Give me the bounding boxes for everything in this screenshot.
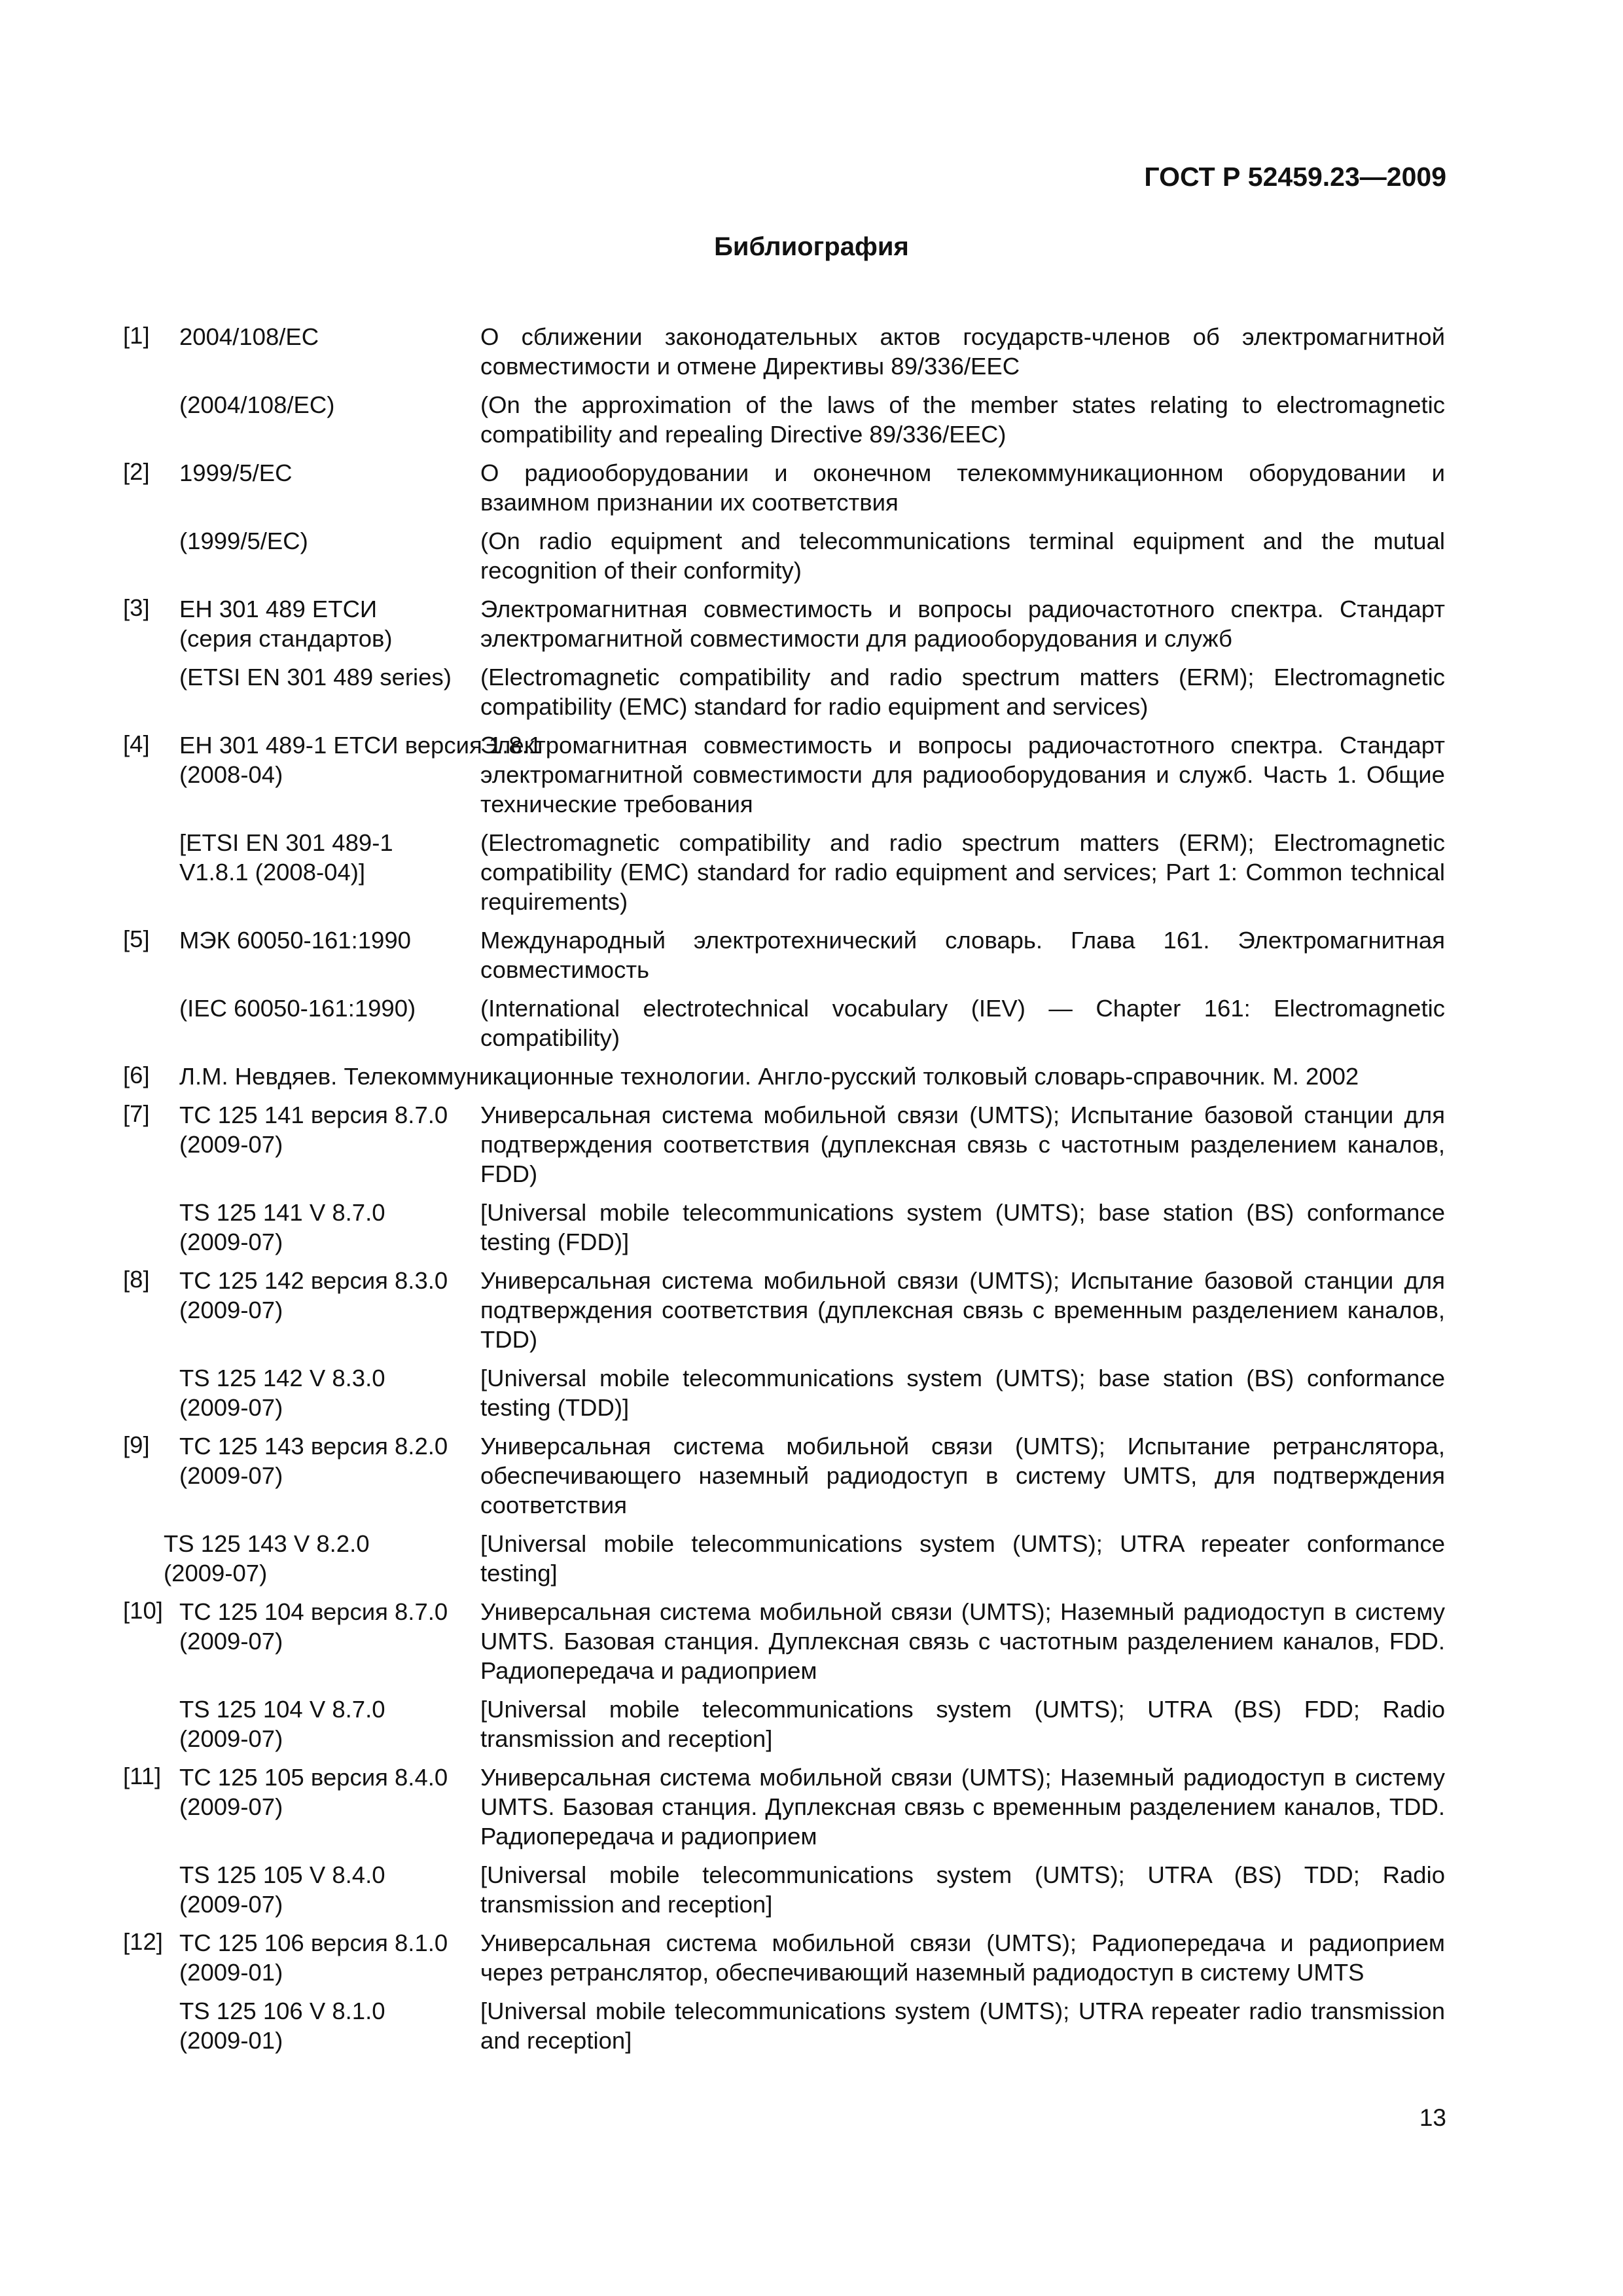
entry-description: [Universal mobile telecommunications system (UMTS); UTRA repeater radio transmission and reception] (480, 1998, 1445, 2054)
entry-description: [Universal mobile telecommunications system (UMTS); UTRA (BS) FDD; Radio transmission and reception] (480, 1696, 1445, 1752)
entry-number: [5] (123, 925, 150, 952)
entry-description: Универсальная система мобильной связи (UMTS); Испытание ретранслятора, обеспечивающего наземный радиодоступ в систему UMTS, для подтверждения соответствия (480, 1433, 1445, 1518)
entry-description: Л.М. Невдяев. Телекоммуникационные технологии. Англо-русский толковый словарь-справочник. М. 2002 (179, 1063, 1359, 1090)
bibliography-entry (123, 322, 1445, 390)
entry-description: Международный электротехнический словарь. Глава 161. Электромагнитная совместимость (480, 927, 1445, 983)
entry-description: Универсальная система мобильной связи (UMTS); Радиопередача и радиоприем через ретранслятор, обеспечивающий наземный радиодоступ в систему UMTS (480, 1929, 1445, 1986)
bibliography-entry (123, 594, 1445, 662)
entry-source: TS 125 106 V 8.1.0 (2009-01) (179, 1998, 385, 2054)
entry-number: [10] (123, 1597, 163, 1624)
entry-description: [Universal mobile telecommunications system (UMTS); base station (BS) conformance testing (TDD)] (480, 1365, 1445, 1421)
entry-source: 2004/108/EC (179, 323, 319, 350)
entry-description: Универсальная система мобильной связи (UMTS); Наземный радиодоступ в систему UMTS. Базовая станция. Дуплексная связь с частотным разделением каналов, FDD. Радиопередача и радиоприем (480, 1598, 1445, 1684)
entry-description: [Universal mobile telecommunications system (UMTS); UTRA (BS) TDD; Radio transmission and reception] (480, 1861, 1445, 1918)
entry-description: [Universal mobile telecommunications system (UMTS); UTRA repeater conformance testing] (480, 1530, 1445, 1587)
bibliography-entry-translation (123, 1363, 1445, 1431)
bibliography-entry (123, 1928, 1445, 1996)
entry-source: МЭК 60050-161:1990 (179, 927, 411, 954)
entry-source: ТС 125 106 версия 8.1.0 (2009-01) (179, 1929, 448, 1986)
entry-source: ТС 125 104 версия 8.7.0 (2009-07) (179, 1598, 448, 1655)
entry-source: (ETSI EN 301 489 series) (179, 664, 452, 691)
bibliography-entry (123, 1597, 1445, 1695)
bibliography-entry (123, 1100, 1445, 1198)
bibliography-entry (123, 925, 1445, 994)
entry-description: Универсальная система мобильной связи (UMTS); Испытание базовой станции для подтверждения соответствия (дуплексная связь с временным разделением каналов, TDD) (480, 1267, 1445, 1353)
entry-source: TS 125 143 V 8.2.0 (2009-07) (164, 1530, 370, 1587)
bibliography-entry (123, 730, 1445, 828)
entry-description: (Electromagnetic compatibility and radio spectrum matters (ERM); Electromagnetic compatibility (EMC) standard for radio equipment and services; Part 1: Common technical requirements) (480, 829, 1445, 915)
entry-number (123, 662, 179, 730)
entry-description: Электромагнитная совместимость и вопросы радиочастотного спектра. Стандарт электромагнитной совместимости для радиооборудования и служб (480, 596, 1445, 652)
entry-description: О радиооборудовании и оконечном телекоммуникационном оборудовании и взаимном признании их соответствия (480, 459, 1445, 516)
bibliography-entry (123, 1266, 1445, 1363)
entry-description: (Electromagnetic compatibility and radio spectrum matters (ERM); Electromagnetic compatibility (EMC) standard for radio equipment and services) (480, 664, 1445, 720)
entry-number: [12] (123, 1928, 163, 1955)
bibliography-list (123, 322, 1445, 2064)
bibliography-entry-translation (123, 390, 1445, 458)
entry-number (123, 828, 179, 925)
bibliography-entry-translation (123, 1198, 1445, 1266)
entry-number: [7] (123, 1100, 150, 1127)
entry-description: Электромагнитная совместимость и вопросы радиочастотного спектра. Стандарт электромагнитной совместимости для радиооборудования и служб. Часть 1. Общие технические требования (480, 732, 1445, 817)
page-number: 13 (1419, 2104, 1446, 2131)
entry-source: ТС 125 142 версия 8.3.0 (2009-07) (179, 1267, 448, 1323)
entry-number (123, 526, 179, 594)
entry-number: [9] (123, 1431, 150, 1458)
entry-number (123, 1860, 179, 1928)
entry-description: Универсальная система мобильной связи (UMTS); Испытание базовой станции для подтверждения соответствия (дуплексная связь с частотным разделением каналов, FDD) (480, 1102, 1445, 1187)
bibliography-entry-translation (123, 1996, 1445, 2064)
entry-source: ТС 125 143 версия 8.2.0 (2009-07) (179, 1433, 448, 1489)
entry-description: (On radio equipment and telecommunications terminal equipment and the mutual recognition of their conformity) (480, 528, 1445, 584)
entry-number (123, 1363, 179, 1431)
entry-number: [4] (123, 730, 150, 757)
bibliography-entry-translation (123, 1860, 1445, 1928)
entry-number: [3] (123, 594, 150, 621)
entry-source: TS 125 141 V 8.7.0 (2009-07) (179, 1199, 385, 1255)
entry-source: 1999/5/EC (179, 459, 293, 486)
entry-number: [2] (123, 458, 150, 485)
entry-source: ЕН 301 489 ЕТСИ (серия стандартов) (179, 596, 393, 652)
entry-number: [1] (123, 322, 150, 349)
entry-number: [6] (123, 1062, 150, 1088)
entry-number (123, 1198, 179, 1266)
entry-number (123, 1996, 179, 2064)
entry-description: (International electrotechnical vocabulary (IEV) — Chapter 161: Electromagnetic compatibility) (480, 995, 1445, 1051)
bibliography-entry-translation (123, 1695, 1445, 1763)
entry-source: (2004/108/EC) (179, 391, 335, 418)
entry-source: TS 125 142 V 8.3.0 (2009-07) (179, 1365, 385, 1421)
page-title: Библиография (714, 232, 909, 261)
entry-source: ЕН 301 489-1 ЕТСИ версия 1.8.1 (2008-04) (179, 732, 543, 788)
bibliography-entry-translation (123, 994, 1445, 1062)
bibliography-entry (123, 1763, 1445, 1860)
entry-number: [11] (123, 1763, 162, 1789)
entry-source: TS 125 104 V 8.7.0 (2009-07) (179, 1696, 385, 1752)
bibliography-entry-translation (123, 526, 1445, 594)
entry-source: (1999/5/EC) (179, 528, 308, 554)
bibliography-entry-translation (123, 1529, 1445, 1597)
bibliography-entry (123, 1431, 1445, 1529)
bibliography-entry (123, 458, 1445, 526)
entry-number (123, 994, 179, 1062)
entry-source: [ETSI EN 301 489-1 V1.8.1 (2008-04)] (179, 829, 393, 886)
bibliography-entry (123, 1062, 1445, 1100)
entry-source: ТС 125 105 версия 8.4.0 (2009-07) (179, 1764, 448, 1820)
bibliography-entry-translation (123, 662, 1445, 730)
entry-number: [8] (123, 1266, 150, 1293)
entry-number (123, 1695, 179, 1763)
entry-description: Универсальная система мобильной связи (UMTS); Наземный радиодоступ в систему UMTS. Базовая станция. Дуплексная связь с временным разделением каналов, TDD. Радиопередача и радиоприем (480, 1764, 1445, 1850)
entry-source: (IEC 60050-161:1990) (179, 995, 416, 1022)
entry-description: [Universal mobile telecommunications system (UMTS); base station (BS) conformance testing (FDD)] (480, 1199, 1445, 1255)
entry-source: ТС 125 141 версия 8.7.0 (2009-07) (179, 1102, 448, 1158)
entry-description: (On the approximation of the laws of the member states relating to electromagnetic compatibility and repealing Directive 89/336/EEC) (480, 391, 1445, 448)
entry-source: TS 125 105 V 8.4.0 (2009-07) (179, 1861, 385, 1918)
entry-number (123, 390, 179, 458)
bibliography-entry-translation (123, 828, 1445, 925)
entry-description: О сближении законодательных актов государств-членов об электромагнитной совместимости и отмене Директивы 89/336/ЕЕС (480, 323, 1445, 380)
document-header: ГОСТ Р 52459.23—2009 (1144, 162, 1446, 192)
